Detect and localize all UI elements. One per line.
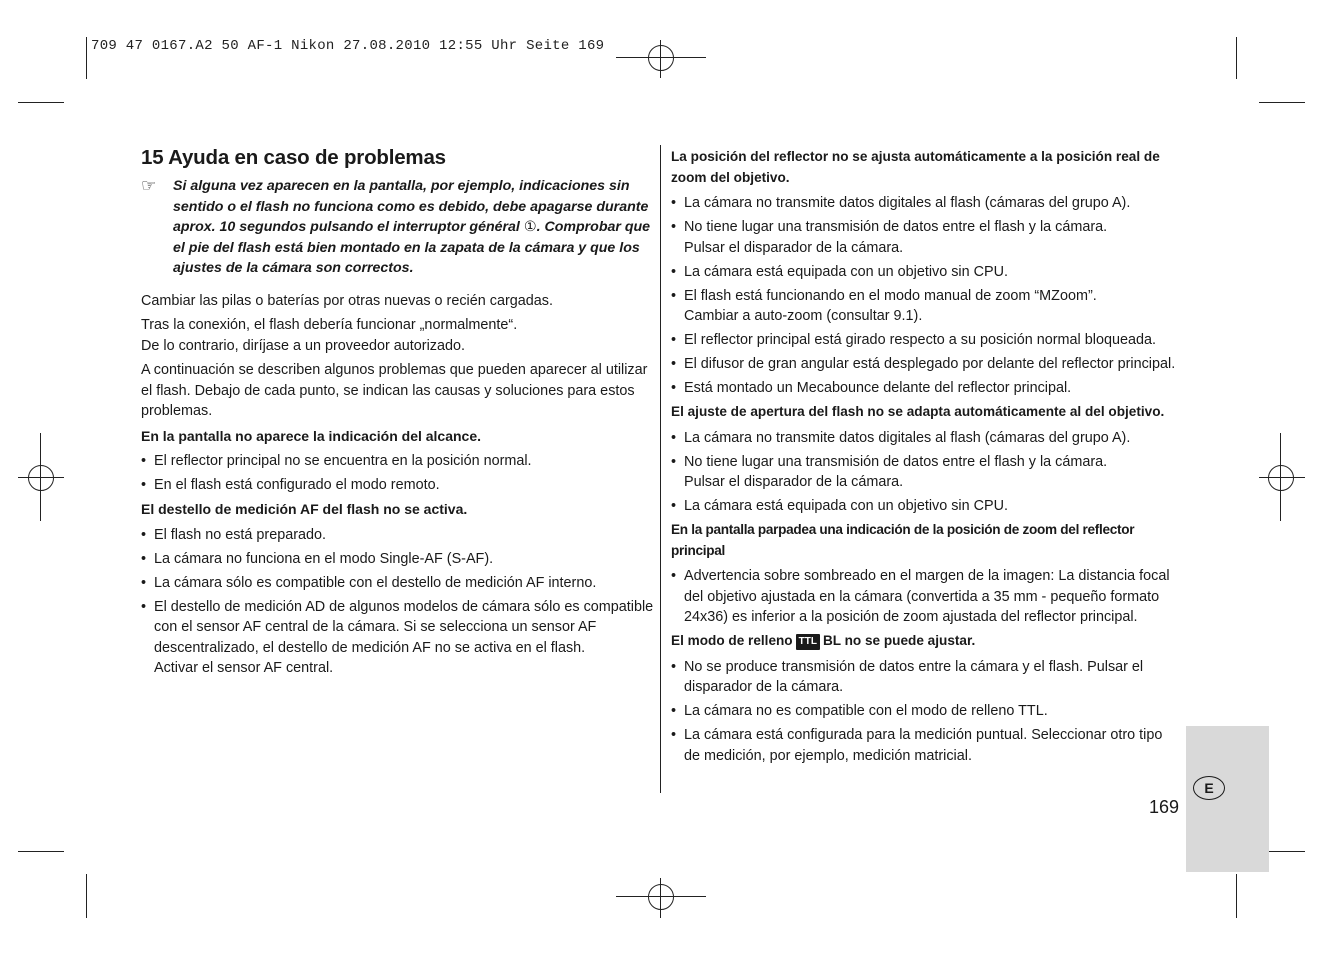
section-heading-zoom-blink: En la pantalla parpadea una indicación de la posición de zoom del reflector principal	[671, 522, 1135, 558]
list-item: • No se produce transmisión de datos entre la cámara y el flash. Pulsar el disparador de la cámara.	[671, 657, 1181, 698]
paragraph-batteries: Cambiar las pilas o baterías por otras nuevas o recién cargadas.	[141, 292, 553, 309]
section-heading-aperture: El ajuste de apertura del flash no se adapta automáticamente al del objetivo.	[671, 404, 1165, 419]
crop-mark	[86, 874, 87, 918]
list-item: • En el flash está configurado el modo remoto.	[141, 475, 659, 496]
list-item: • Advertencia sobre sombreado en el margen de la imagen: La distancia focal del objetivo ajustada en la cámara (convertida a 35 mm - pequeño formato 24x36) es inferior a la posición de zoom ajustada del reflector principal.	[671, 566, 1181, 628]
list-item: • La cámara está equipada con un objetivo sin CPU.	[671, 496, 1181, 517]
list-item: • El difusor de gran angular está desplegado por delante del reflector principal.	[671, 354, 1181, 375]
list-item: • La cámara está configurada para la medición puntual. Seleccionar otro tipo de medición, por ejemplo, medición matricial.	[671, 725, 1181, 766]
list-item: • La cámara no transmite datos digitales al flash (cámaras del grupo A).	[671, 193, 1181, 214]
warning-note-text: Si alguna vez aparecen en la pantalla, por ejemplo, indicaciones sin sentido o el flash no funciona como es debido, debe apagarse durante aprox. 10 segundos pulsando el interruptor général ①. Comprobar que el pie del flash está bien montado en la zapata de la cámara y que los ajustes de la cámara son correctos.	[173, 178, 651, 276]
paragraph-connection: Tras la conexión, el flash debería funcionar „normalmente“. De lo contrario, diríjase a un proveedor autorizado.	[141, 317, 518, 354]
language-tab	[1186, 726, 1269, 872]
crop-mark	[86, 37, 87, 79]
list-item: • La cámara está equipada con un objetivo sin CPU.	[671, 262, 1181, 283]
circled-one-icon: ①	[523, 219, 537, 235]
warning-note	[141, 176, 659, 279]
language-badge: E	[1193, 776, 1225, 800]
left-column	[141, 140, 659, 682]
right-column	[671, 145, 1181, 770]
list-aperture	[671, 428, 1181, 517]
list-reflector-position	[671, 193, 1181, 399]
list-range	[141, 451, 659, 496]
list-item: • La cámara no funciona en el modo Single-AF (S-AF).	[141, 549, 659, 570]
list-af-flash	[141, 525, 659, 679]
list-item: • El destello de medición AD de algunos modelos de cámara sólo es compatible con el sensor AF central de la cámara. Si se selecciona un sensor AF descentralizado, el destello de medición AF no se activa en el flash. Activar el sensor AF central.	[141, 597, 659, 679]
list-item: • El reflector principal no se encuentra en la posición normal.	[141, 451, 659, 472]
ttl-icon: TTL	[796, 634, 820, 650]
column-divider	[660, 145, 661, 793]
crop-mark	[18, 102, 64, 103]
crop-mark	[1236, 37, 1237, 79]
section-heading-fill-mode: El modo de relleno TTL BL no se puede ajustar.	[671, 633, 976, 648]
list-item: • No tiene lugar una transmisión de datos entre el flash y la cámara. Pulsar el disparador de la cámara.	[671, 452, 1181, 493]
crop-mark	[1236, 874, 1237, 918]
list-fill-mode	[671, 657, 1181, 767]
list-item: • La cámara no transmite datos digitales al flash (cámaras del grupo A).	[671, 428, 1181, 449]
list-item: • El reflector principal está girado respecto a su posición normal bloqueada.	[671, 330, 1181, 351]
section-heading-range: En la pantalla no aparece la indicación del alcance.	[141, 427, 482, 444]
hand-pointer-icon: ☞	[141, 176, 157, 195]
list-item: • El flash está funcionando en el modo manual de zoom “MZoom”. Cambiar a auto-zoom (consultar 9.1).	[671, 286, 1181, 327]
section-heading-af-flash: El destello de medición AF del flash no se activa.	[141, 501, 468, 517]
list-item: • Está montado un Mecabounce delante del reflector principal.	[671, 378, 1181, 399]
list-item: • El flash no está preparado.	[141, 525, 659, 546]
list-item: • La cámara sólo es compatible con el destello de medición AF interno.	[141, 573, 659, 594]
crop-mark	[18, 851, 64, 852]
list-zoom-blink	[671, 566, 1181, 628]
page-title: 15 Ayuda en caso de problemas	[141, 146, 446, 169]
print-slug: 709 47 0167.A2 50 AF-1 Nikon 27.08.2010 12:55 Uhr Seite 169	[91, 38, 605, 54]
section-heading-reflector-position: La posición del reflector no se ajusta automáticamente a la posición real de zoom del objetivo.	[671, 149, 1160, 185]
paragraph-intro: A continuación se describen algunos problemas que pueden aparecer al utilizar el flash. Debajo de cada punto, se indican las causas y soluciones para estos problemas.	[141, 362, 648, 419]
list-item: • La cámara no es compatible con el modo de relleno TTL.	[671, 701, 1181, 722]
crop-mark	[1259, 102, 1305, 103]
page-number: 169	[1149, 797, 1180, 817]
list-item: • No tiene lugar una transmisión de datos entre el flash y la cámara. Pulsar el disparador de la cámara.	[671, 217, 1181, 258]
